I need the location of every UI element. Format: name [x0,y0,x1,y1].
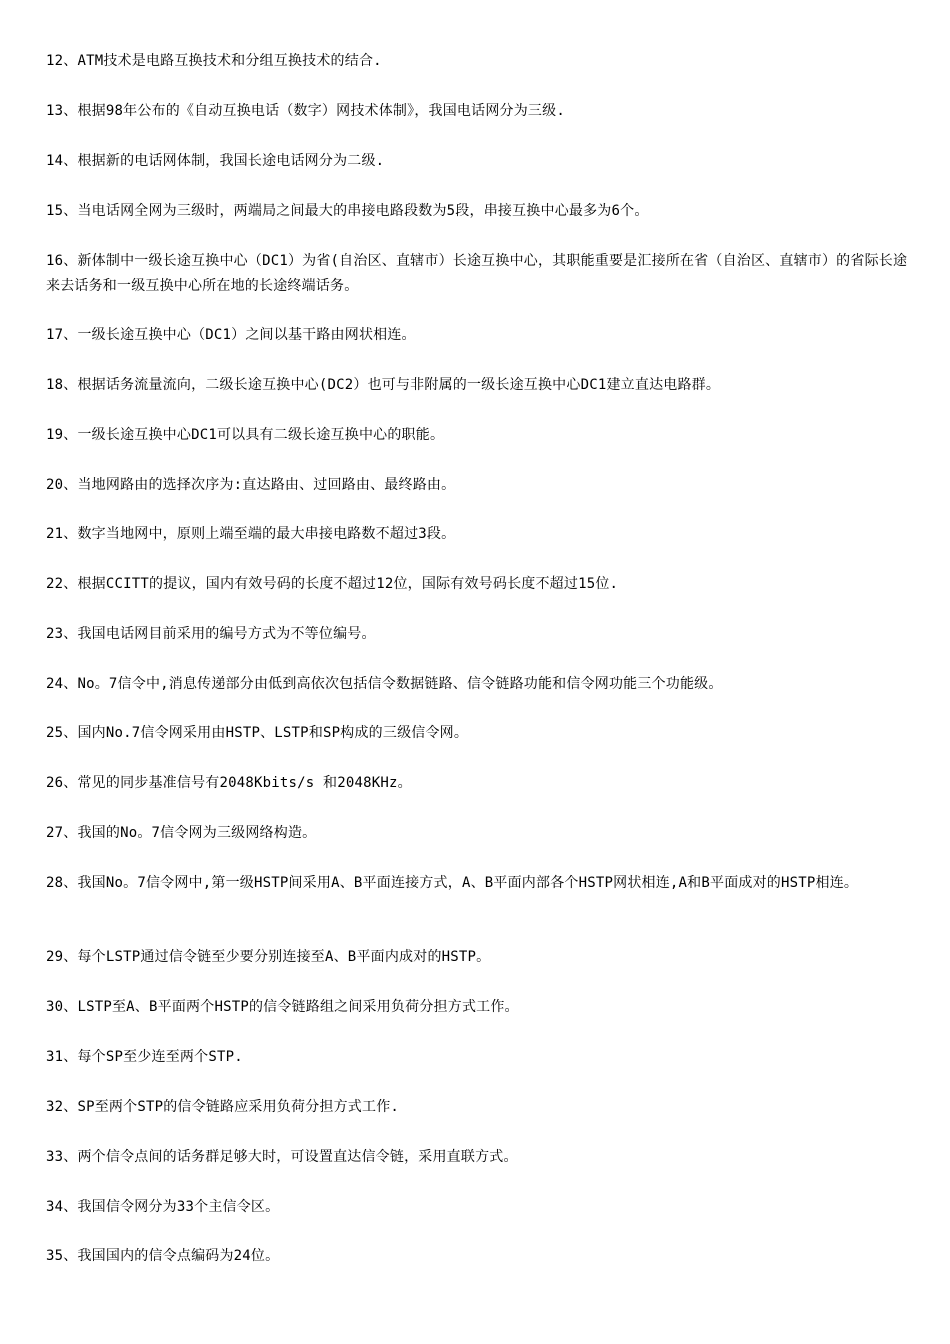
list-item [46,423,908,448]
item-text: 我国国内的信令点编码为24位。 [77,1248,280,1264]
item-number: 15 [46,203,64,219]
item-number: 16 [46,253,64,269]
item-text: 当电话网全网为三级时，两端局之间最大的串接电路段数为5段，串接互换中心最多为6个。 [77,203,649,219]
item-number: 31 [46,1049,64,1065]
item-number: 20 [46,477,64,493]
item-text: ATM技术是电路互换技术和分组互换技术的结合. [77,53,382,69]
item-separator: 、 [63,53,78,69]
list-item [46,1244,908,1269]
item-text: 新体制中一级长途互换中心（DC1）为省(自治区、直辖市）长途互换中心，其职能重要是汇接所在省（自治区、直辖市）的省际长途来去话务和一级互换中心所在地的长途终端话务。 [46,253,908,294]
item-number: 14 [46,153,64,169]
item-text: 我国信令网分为33个主信令区。 [77,1199,280,1215]
item-text: SP至两个STP的信令链路应采用负荷分担方式工作. [77,1099,400,1115]
item-number: 19 [46,427,64,443]
item-separator: 、 [63,825,78,841]
item-number: 17 [46,327,64,343]
item-separator: 、 [63,327,78,343]
item-number: 29 [46,949,64,965]
list-item [46,323,908,348]
item-text: 一级长途互换中心DC1可以具有二级长途互换中心的职能。 [77,427,445,443]
item-number: 34 [46,1199,64,1215]
item-number: 32 [46,1099,64,1115]
list-item [46,249,908,299]
item-separator: 、 [63,253,78,269]
item-number: 24 [46,676,64,692]
item-separator: 、 [63,999,78,1015]
item-text: 根据新的电话网体制，我国长途电话网分为二级. [77,153,385,169]
item-separator: 、 [63,626,78,642]
list-item [46,149,908,174]
item-separator: 、 [63,775,78,791]
item-text: 我国No。7信令网中,第一级HSTP间采用A、B平面连接方式，A、B平面内部各个HSTP网状相连,A和B平面成对的HSTP相连。 [77,875,859,891]
list-item [46,572,908,597]
item-number: 35 [46,1248,64,1264]
list-item [46,771,908,796]
list-item [46,1095,908,1120]
item-separator: 、 [63,676,78,692]
item-separator: 、 [63,949,78,965]
item-separator: 、 [63,427,78,443]
item-number: 25 [46,725,64,741]
item-separator: 、 [63,1049,78,1065]
list-item [46,49,908,74]
item-number: 13 [46,103,64,119]
item-separator: 、 [63,203,78,219]
item-number: 18 [46,377,64,393]
item-separator: 、 [63,1199,78,1215]
item-separator: 、 [63,875,78,891]
item-text: 我国的No。7信令网为三级网络构造。 [77,825,317,841]
item-text: 数字当地网中，原则上端至端的最大串接电路数不超过3段。 [77,526,456,542]
item-number: 30 [46,999,64,1015]
item-text: 根据话务流量流向，二级长途互换中心(DC2）也可与非附属的一级长途互换中心DC1建立直达电路群。 [77,377,721,393]
list-item [46,945,908,970]
item-separator: 、 [63,477,78,493]
list-item [46,373,908,398]
item-number: 27 [46,825,64,841]
item-separator: 、 [63,1149,78,1165]
item-text: 国内No.7信令网采用由HSTP、LSTP和SP构成的三级信令网。 [77,725,469,741]
item-text: 每个SP至少连至两个STP. [77,1049,243,1065]
item-text: LSTP至A、B平面两个HSTP的信令链路组之间采用负荷分担方式工作。 [77,999,519,1015]
item-separator: 、 [63,1248,78,1264]
item-number: 12 [46,53,64,69]
item-number: 33 [46,1149,64,1165]
item-text: 根据CCITT的提议，国内有效号码的长度不超过12位，国际有效号码长度不超过15位. [77,576,619,592]
item-text: 常见的同步基准信号有2048Kbits/s 和2048KHz。 [77,775,412,791]
list-item [46,622,908,647]
list-item [46,821,908,846]
list-item [46,473,908,498]
item-separator: 、 [63,725,78,741]
item-text: 一级长途互换中心（DC1）之间以基干路由网状相连。 [77,327,416,343]
list-item [46,871,908,896]
item-number: 21 [46,526,64,542]
list-item [46,99,908,124]
item-separator: 、 [63,576,78,592]
item-text: 每个LSTP通过信令链至少要分别连接至A、B平面内成对的HSTP。 [77,949,491,965]
item-text: 两个信令点间的话务群足够大时，可设置直达信令链，采用直联方式。 [77,1149,518,1165]
list-item [46,672,908,697]
list-item [46,721,908,746]
item-number: 28 [46,875,64,891]
item-separator: 、 [63,526,78,542]
item-text: No。7信令中,消息传递部分由低到高依次包括信令数据链路、信令链路功能和信令网功能三个功能级。 [77,676,723,692]
item-number: 23 [46,626,64,642]
list-item [46,522,908,547]
item-separator: 、 [63,1099,78,1115]
item-number: 22 [46,576,64,592]
item-text: 根据98年公布的《自动互换电话（数字）网技术体制》，我国电话网分为三级. [77,103,565,119]
list-item [46,199,908,224]
item-separator: 、 [63,103,78,119]
item-separator: 、 [63,153,78,169]
item-text: 我国电话网目前采用的编号方式为不等位编号。 [77,626,376,642]
item-text: 当地网路由的选择次序为:直达路由、过回路由、最终路由。 [77,477,456,493]
list-item [46,1045,908,1070]
list-item [46,1145,908,1170]
item-separator: 、 [63,377,78,393]
list-item [46,1195,908,1220]
list-item [46,995,908,1020]
item-number: 26 [46,775,64,791]
